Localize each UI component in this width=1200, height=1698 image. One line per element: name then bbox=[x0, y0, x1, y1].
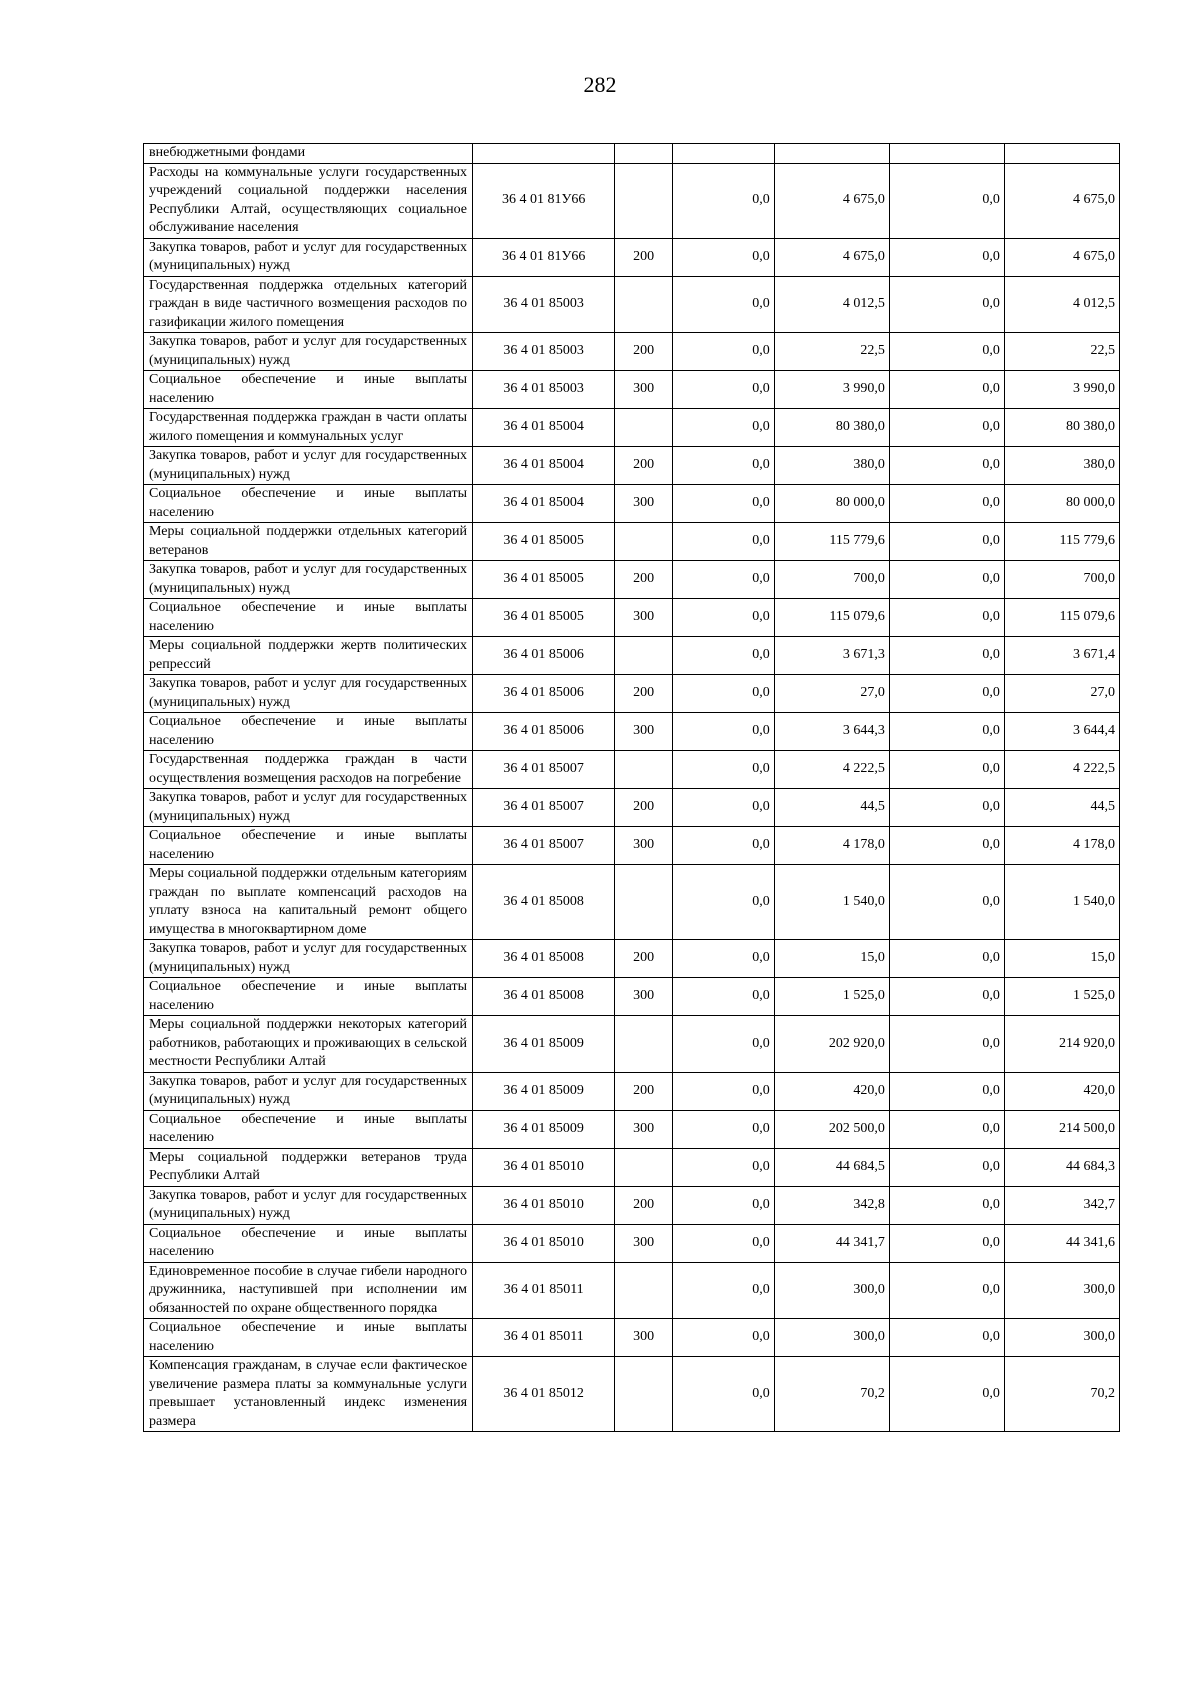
expense-type: 200 bbox=[615, 561, 673, 599]
amount-col-1: 0,0 bbox=[672, 789, 774, 827]
expense-type bbox=[615, 1262, 673, 1319]
amount-col-2: 3 671,3 bbox=[774, 637, 889, 675]
expense-description: Государственная поддержка отдельных категорий граждан в виде частичного возмещения расходов по газификации жилого помещения bbox=[144, 276, 473, 333]
amount-col-4: 4 012,5 bbox=[1004, 276, 1119, 333]
amount-col-2: 15,0 bbox=[774, 940, 889, 978]
amount-col-3: 0,0 bbox=[889, 371, 1004, 409]
amount-col-2: 80 380,0 bbox=[774, 409, 889, 447]
target-code: 36 4 01 85010 bbox=[473, 1224, 615, 1262]
table-row bbox=[144, 978, 1120, 1016]
amount-col-4: 214 920,0 bbox=[1004, 1016, 1119, 1073]
expense-type: 300 bbox=[615, 599, 673, 637]
expense-description: Социальное обеспечение и иные выплаты населению bbox=[144, 1224, 473, 1262]
target-code: 36 4 01 85005 bbox=[473, 599, 615, 637]
amount-col-2: 4 012,5 bbox=[774, 276, 889, 333]
amount-col-2: 202 920,0 bbox=[774, 1016, 889, 1073]
expense-type bbox=[615, 276, 673, 333]
expense-description: Закупка товаров, работ и услуг для государственных (муниципальных) нужд bbox=[144, 789, 473, 827]
amount-col-2: 115 779,6 bbox=[774, 523, 889, 561]
table-row bbox=[144, 1016, 1120, 1073]
expense-description: Закупка товаров, работ и услуг для государственных (муниципальных) нужд bbox=[144, 333, 473, 371]
amount-col-2: 70,2 bbox=[774, 1357, 889, 1432]
target-code: 36 4 01 85009 bbox=[473, 1110, 615, 1148]
expense-description: Компенсация гражданам, в случае если фактическое увеличение размера платы за коммунальные услуги превышает установленный индекс изменения размера bbox=[144, 1357, 473, 1432]
target-code: 36 4 01 85008 bbox=[473, 940, 615, 978]
target-code: 36 4 01 81У66 bbox=[473, 238, 615, 276]
expense-description: Меры социальной поддержки отдельным категориям граждан по выплате компенсаций расходов на уплату взноса на капитальный ремонт общего имущества в многоквартирном доме bbox=[144, 865, 473, 940]
expense-type bbox=[615, 637, 673, 675]
target-code: 36 4 01 85012 bbox=[473, 1357, 615, 1432]
amount-col-1: 0,0 bbox=[672, 713, 774, 751]
amount-col-4: 1 540,0 bbox=[1004, 865, 1119, 940]
amount-col-4: 15,0 bbox=[1004, 940, 1119, 978]
table-row bbox=[144, 1224, 1120, 1262]
target-code: 36 4 01 85009 bbox=[473, 1016, 615, 1073]
target-code: 36 4 01 85007 bbox=[473, 827, 615, 865]
amount-col-3: 0,0 bbox=[889, 675, 1004, 713]
table-row bbox=[144, 276, 1120, 333]
amount-col-1: 0,0 bbox=[672, 523, 774, 561]
table-row bbox=[144, 827, 1120, 865]
expense-type: 300 bbox=[615, 371, 673, 409]
amount-col-1: 0,0 bbox=[672, 238, 774, 276]
expense-type bbox=[615, 144, 673, 164]
amount-col-3: 0,0 bbox=[889, 713, 1004, 751]
amount-col-4: 80 380,0 bbox=[1004, 409, 1119, 447]
amount-col-1: 0,0 bbox=[672, 371, 774, 409]
amount-col-3: 0,0 bbox=[889, 1186, 1004, 1224]
expense-description: внебюджетными фондами bbox=[144, 144, 473, 164]
expense-description: Закупка товаров, работ и услуг для государственных (муниципальных) нужд bbox=[144, 561, 473, 599]
table-row bbox=[144, 713, 1120, 751]
expense-description: Закупка товаров, работ и услуг для государственных (муниципальных) нужд bbox=[144, 1186, 473, 1224]
amount-col-3: 0,0 bbox=[889, 599, 1004, 637]
amount-col-1 bbox=[672, 144, 774, 164]
amount-col-2: 420,0 bbox=[774, 1072, 889, 1110]
amount-col-2: 44,5 bbox=[774, 789, 889, 827]
amount-col-4: 80 000,0 bbox=[1004, 485, 1119, 523]
amount-col-4: 3 990,0 bbox=[1004, 371, 1119, 409]
amount-col-4: 70,2 bbox=[1004, 1357, 1119, 1432]
amount-col-2: 4 675,0 bbox=[774, 238, 889, 276]
expense-type: 300 bbox=[615, 713, 673, 751]
amount-col-4: 300,0 bbox=[1004, 1319, 1119, 1357]
amount-col-1: 0,0 bbox=[672, 1016, 774, 1073]
amount-col-4: 115 779,6 bbox=[1004, 523, 1119, 561]
amount-col-1: 0,0 bbox=[672, 940, 774, 978]
amount-col-3: 0,0 bbox=[889, 1110, 1004, 1148]
expense-type: 300 bbox=[615, 978, 673, 1016]
amount-col-4: 1 525,0 bbox=[1004, 978, 1119, 1016]
table-row bbox=[144, 1148, 1120, 1186]
expense-type bbox=[615, 523, 673, 561]
expense-description: Меры социальной поддержки жертв политических репрессий bbox=[144, 637, 473, 675]
expense-type: 200 bbox=[615, 940, 673, 978]
expense-type bbox=[615, 751, 673, 789]
amount-col-3: 0,0 bbox=[889, 940, 1004, 978]
expense-type: 200 bbox=[615, 1186, 673, 1224]
amount-col-4: 44 684,3 bbox=[1004, 1148, 1119, 1186]
amount-col-2: 380,0 bbox=[774, 447, 889, 485]
amount-col-4: 115 079,6 bbox=[1004, 599, 1119, 637]
table-row bbox=[144, 238, 1120, 276]
expense-description: Государственная поддержка граждан в части оплаты жилого помещения и коммунальных услуг bbox=[144, 409, 473, 447]
amount-col-1: 0,0 bbox=[672, 675, 774, 713]
amount-col-1: 0,0 bbox=[672, 1110, 774, 1148]
amount-col-1: 0,0 bbox=[672, 1262, 774, 1319]
table-row bbox=[144, 371, 1120, 409]
amount-col-3: 0,0 bbox=[889, 561, 1004, 599]
amount-col-2 bbox=[774, 144, 889, 164]
expense-description: Меры социальной поддержки ветеранов труда Республики Алтай bbox=[144, 1148, 473, 1186]
target-code: 36 4 01 85006 bbox=[473, 637, 615, 675]
amount-col-3: 0,0 bbox=[889, 1016, 1004, 1073]
amount-col-2: 4 675,0 bbox=[774, 163, 889, 238]
amount-col-1: 0,0 bbox=[672, 637, 774, 675]
expense-description: Закупка товаров, работ и услуг для государственных (муниципальных) нужд bbox=[144, 447, 473, 485]
amount-col-1: 0,0 bbox=[672, 1148, 774, 1186]
amount-col-4: 342,7 bbox=[1004, 1186, 1119, 1224]
table-row bbox=[144, 485, 1120, 523]
amount-col-2: 300,0 bbox=[774, 1319, 889, 1357]
expense-description: Закупка товаров, работ и услуг для государственных (муниципальных) нужд bbox=[144, 238, 473, 276]
amount-col-1: 0,0 bbox=[672, 1072, 774, 1110]
expense-type: 300 bbox=[615, 485, 673, 523]
target-code: 36 4 01 85005 bbox=[473, 523, 615, 561]
expense-type: 200 bbox=[615, 1072, 673, 1110]
expense-description: Закупка товаров, работ и услуг для государственных (муниципальных) нужд bbox=[144, 675, 473, 713]
table-row bbox=[144, 637, 1120, 675]
table-row bbox=[144, 447, 1120, 485]
target-code: 36 4 01 85003 bbox=[473, 333, 615, 371]
target-code: 36 4 01 85011 bbox=[473, 1262, 615, 1319]
expense-description: Социальное обеспечение и иные выплаты населению bbox=[144, 1319, 473, 1357]
amount-col-2: 27,0 bbox=[774, 675, 889, 713]
target-code: 36 4 01 85004 bbox=[473, 485, 615, 523]
expense-type: 300 bbox=[615, 1319, 673, 1357]
amount-col-3: 0,0 bbox=[889, 485, 1004, 523]
table-row bbox=[144, 751, 1120, 789]
amount-col-1: 0,0 bbox=[672, 1319, 774, 1357]
target-code: 36 4 01 85004 bbox=[473, 447, 615, 485]
expense-type: 200 bbox=[615, 789, 673, 827]
amount-col-1: 0,0 bbox=[672, 1224, 774, 1262]
amount-col-3: 0,0 bbox=[889, 827, 1004, 865]
amount-col-4: 420,0 bbox=[1004, 1072, 1119, 1110]
expense-description: Социальное обеспечение и иные выплаты населению bbox=[144, 599, 473, 637]
amount-col-3 bbox=[889, 144, 1004, 164]
page-number: 282 bbox=[583, 72, 617, 97]
amount-col-1: 0,0 bbox=[672, 978, 774, 1016]
expense-description: Меры социальной поддержки некоторых категорий работников, работающих и проживающих в сельской местности Республики Алтай bbox=[144, 1016, 473, 1073]
target-code: 36 4 01 85009 bbox=[473, 1072, 615, 1110]
amount-col-2: 1 540,0 bbox=[774, 865, 889, 940]
amount-col-4: 44 341,6 bbox=[1004, 1224, 1119, 1262]
table-row bbox=[144, 865, 1120, 940]
expense-description: Социальное обеспечение и иные выплаты населению bbox=[144, 978, 473, 1016]
amount-col-1: 0,0 bbox=[672, 163, 774, 238]
amount-col-4: 44,5 bbox=[1004, 789, 1119, 827]
amount-col-1: 0,0 bbox=[672, 865, 774, 940]
table-row bbox=[144, 1186, 1120, 1224]
target-code: 36 4 01 85011 bbox=[473, 1319, 615, 1357]
amount-col-2: 115 079,6 bbox=[774, 599, 889, 637]
target-code: 36 4 01 85006 bbox=[473, 713, 615, 751]
amount-col-2: 4 178,0 bbox=[774, 827, 889, 865]
amount-col-2: 80 000,0 bbox=[774, 485, 889, 523]
amount-col-2: 300,0 bbox=[774, 1262, 889, 1319]
amount-col-2: 44 684,5 bbox=[774, 1148, 889, 1186]
amount-col-3: 0,0 bbox=[889, 163, 1004, 238]
amount-col-2: 342,8 bbox=[774, 1186, 889, 1224]
target-code: 36 4 01 81У66 bbox=[473, 163, 615, 238]
amount-col-4: 3 644,4 bbox=[1004, 713, 1119, 751]
amount-col-4: 3 671,4 bbox=[1004, 637, 1119, 675]
amount-col-3: 0,0 bbox=[889, 238, 1004, 276]
amount-col-3: 0,0 bbox=[889, 409, 1004, 447]
amount-col-1: 0,0 bbox=[672, 599, 774, 637]
amount-col-1: 0,0 bbox=[672, 561, 774, 599]
amount-col-2: 22,5 bbox=[774, 333, 889, 371]
amount-col-4: 4 178,0 bbox=[1004, 827, 1119, 865]
amount-col-2: 44 341,7 bbox=[774, 1224, 889, 1262]
expense-type bbox=[615, 1357, 673, 1432]
amount-col-2: 3 644,3 bbox=[774, 713, 889, 751]
amount-col-4: 380,0 bbox=[1004, 447, 1119, 485]
amount-col-1: 0,0 bbox=[672, 1186, 774, 1224]
table-row bbox=[144, 1319, 1120, 1357]
amount-col-3: 0,0 bbox=[889, 1072, 1004, 1110]
amount-col-2: 1 525,0 bbox=[774, 978, 889, 1016]
expense-description: Социальное обеспечение и иные выплаты населению bbox=[144, 827, 473, 865]
expense-type bbox=[615, 1016, 673, 1073]
expense-type: 300 bbox=[615, 827, 673, 865]
expense-type bbox=[615, 865, 673, 940]
amount-col-1: 0,0 bbox=[672, 485, 774, 523]
table-row bbox=[144, 333, 1120, 371]
target-code: 36 4 01 85003 bbox=[473, 276, 615, 333]
expense-description: Социальное обеспечение и иные выплаты населению bbox=[144, 485, 473, 523]
expense-type: 200 bbox=[615, 447, 673, 485]
budget-table bbox=[143, 143, 1120, 1432]
amount-col-1: 0,0 bbox=[672, 276, 774, 333]
expense-type bbox=[615, 409, 673, 447]
table-row bbox=[144, 1357, 1120, 1432]
target-code bbox=[473, 144, 615, 164]
amount-col-4: 4 675,0 bbox=[1004, 163, 1119, 238]
amount-col-4: 214 500,0 bbox=[1004, 1110, 1119, 1148]
amount-col-3: 0,0 bbox=[889, 789, 1004, 827]
amount-col-4: 22,5 bbox=[1004, 333, 1119, 371]
table-row bbox=[144, 561, 1120, 599]
table-row bbox=[144, 1110, 1120, 1148]
amount-col-1: 0,0 bbox=[672, 1357, 774, 1432]
expense-description: Закупка товаров, работ и услуг для государственных (муниципальных) нужд bbox=[144, 940, 473, 978]
amount-col-2: 700,0 bbox=[774, 561, 889, 599]
amount-col-3: 0,0 bbox=[889, 1224, 1004, 1262]
table-row bbox=[144, 144, 1120, 164]
expense-type bbox=[615, 1148, 673, 1186]
expense-description: Социальное обеспечение и иные выплаты населению bbox=[144, 713, 473, 751]
target-code: 36 4 01 85004 bbox=[473, 409, 615, 447]
amount-col-3: 0,0 bbox=[889, 276, 1004, 333]
table-row bbox=[144, 675, 1120, 713]
amount-col-4: 700,0 bbox=[1004, 561, 1119, 599]
target-code: 36 4 01 85010 bbox=[473, 1186, 615, 1224]
expense-type: 200 bbox=[615, 675, 673, 713]
expense-type: 200 bbox=[615, 333, 673, 371]
amount-col-3: 0,0 bbox=[889, 1357, 1004, 1432]
target-code: 36 4 01 85005 bbox=[473, 561, 615, 599]
amount-col-1: 0,0 bbox=[672, 333, 774, 371]
target-code: 36 4 01 85008 bbox=[473, 865, 615, 940]
amount-col-3: 0,0 bbox=[889, 523, 1004, 561]
amount-col-3: 0,0 bbox=[889, 978, 1004, 1016]
expense-description: Социальное обеспечение и иные выплаты населению bbox=[144, 1110, 473, 1148]
target-code: 36 4 01 85007 bbox=[473, 751, 615, 789]
amount-col-3: 0,0 bbox=[889, 1319, 1004, 1357]
amount-col-3: 0,0 bbox=[889, 751, 1004, 789]
expense-description: Меры социальной поддержки отдельных категорий ветеранов bbox=[144, 523, 473, 561]
table-row bbox=[144, 789, 1120, 827]
target-code: 36 4 01 85007 bbox=[473, 789, 615, 827]
expense-description: Расходы на коммунальные услуги государственных учреждений социальной поддержки населения Республики Алтай, осуществляющих социальное обслуживание населения bbox=[144, 163, 473, 238]
table-row bbox=[144, 409, 1120, 447]
expense-description: Единовременное пособие в случае гибели народного дружинника, наступившей при исполнении им обязанностей по охране общественного порядка bbox=[144, 1262, 473, 1319]
table-row bbox=[144, 599, 1120, 637]
amount-col-3: 0,0 bbox=[889, 1148, 1004, 1186]
expense-description: Государственная поддержка граждан в части осуществления возмещения расходов на погребение bbox=[144, 751, 473, 789]
amount-col-3: 0,0 bbox=[889, 637, 1004, 675]
expense-type: 300 bbox=[615, 1224, 673, 1262]
expense-type: 200 bbox=[615, 238, 673, 276]
amount-col-4 bbox=[1004, 144, 1119, 164]
amount-col-2: 202 500,0 bbox=[774, 1110, 889, 1148]
expense-type bbox=[615, 163, 673, 238]
expense-description: Закупка товаров, работ и услуг для государственных (муниципальных) нужд bbox=[144, 1072, 473, 1110]
target-code: 36 4 01 85003 bbox=[473, 371, 615, 409]
amount-col-1: 0,0 bbox=[672, 827, 774, 865]
target-code: 36 4 01 85008 bbox=[473, 978, 615, 1016]
expense-type: 300 bbox=[615, 1110, 673, 1148]
table-row bbox=[144, 163, 1120, 238]
target-code: 36 4 01 85006 bbox=[473, 675, 615, 713]
table-row bbox=[144, 940, 1120, 978]
amount-col-3: 0,0 bbox=[889, 447, 1004, 485]
amount-col-1: 0,0 bbox=[672, 409, 774, 447]
table-row bbox=[144, 523, 1120, 561]
amount-col-1: 0,0 bbox=[672, 447, 774, 485]
amount-col-3: 0,0 bbox=[889, 333, 1004, 371]
amount-col-4: 27,0 bbox=[1004, 675, 1119, 713]
amount-col-2: 3 990,0 bbox=[774, 371, 889, 409]
table-row bbox=[144, 1072, 1120, 1110]
expense-description: Социальное обеспечение и иные выплаты населению bbox=[144, 371, 473, 409]
amount-col-1: 0,0 bbox=[672, 751, 774, 789]
amount-col-4: 4 675,0 bbox=[1004, 238, 1119, 276]
amount-col-4: 4 222,5 bbox=[1004, 751, 1119, 789]
amount-col-4: 300,0 bbox=[1004, 1262, 1119, 1319]
amount-col-3: 0,0 bbox=[889, 1262, 1004, 1319]
target-code: 36 4 01 85010 bbox=[473, 1148, 615, 1186]
amount-col-2: 4 222,5 bbox=[774, 751, 889, 789]
amount-col-3: 0,0 bbox=[889, 865, 1004, 940]
table-row bbox=[144, 1262, 1120, 1319]
